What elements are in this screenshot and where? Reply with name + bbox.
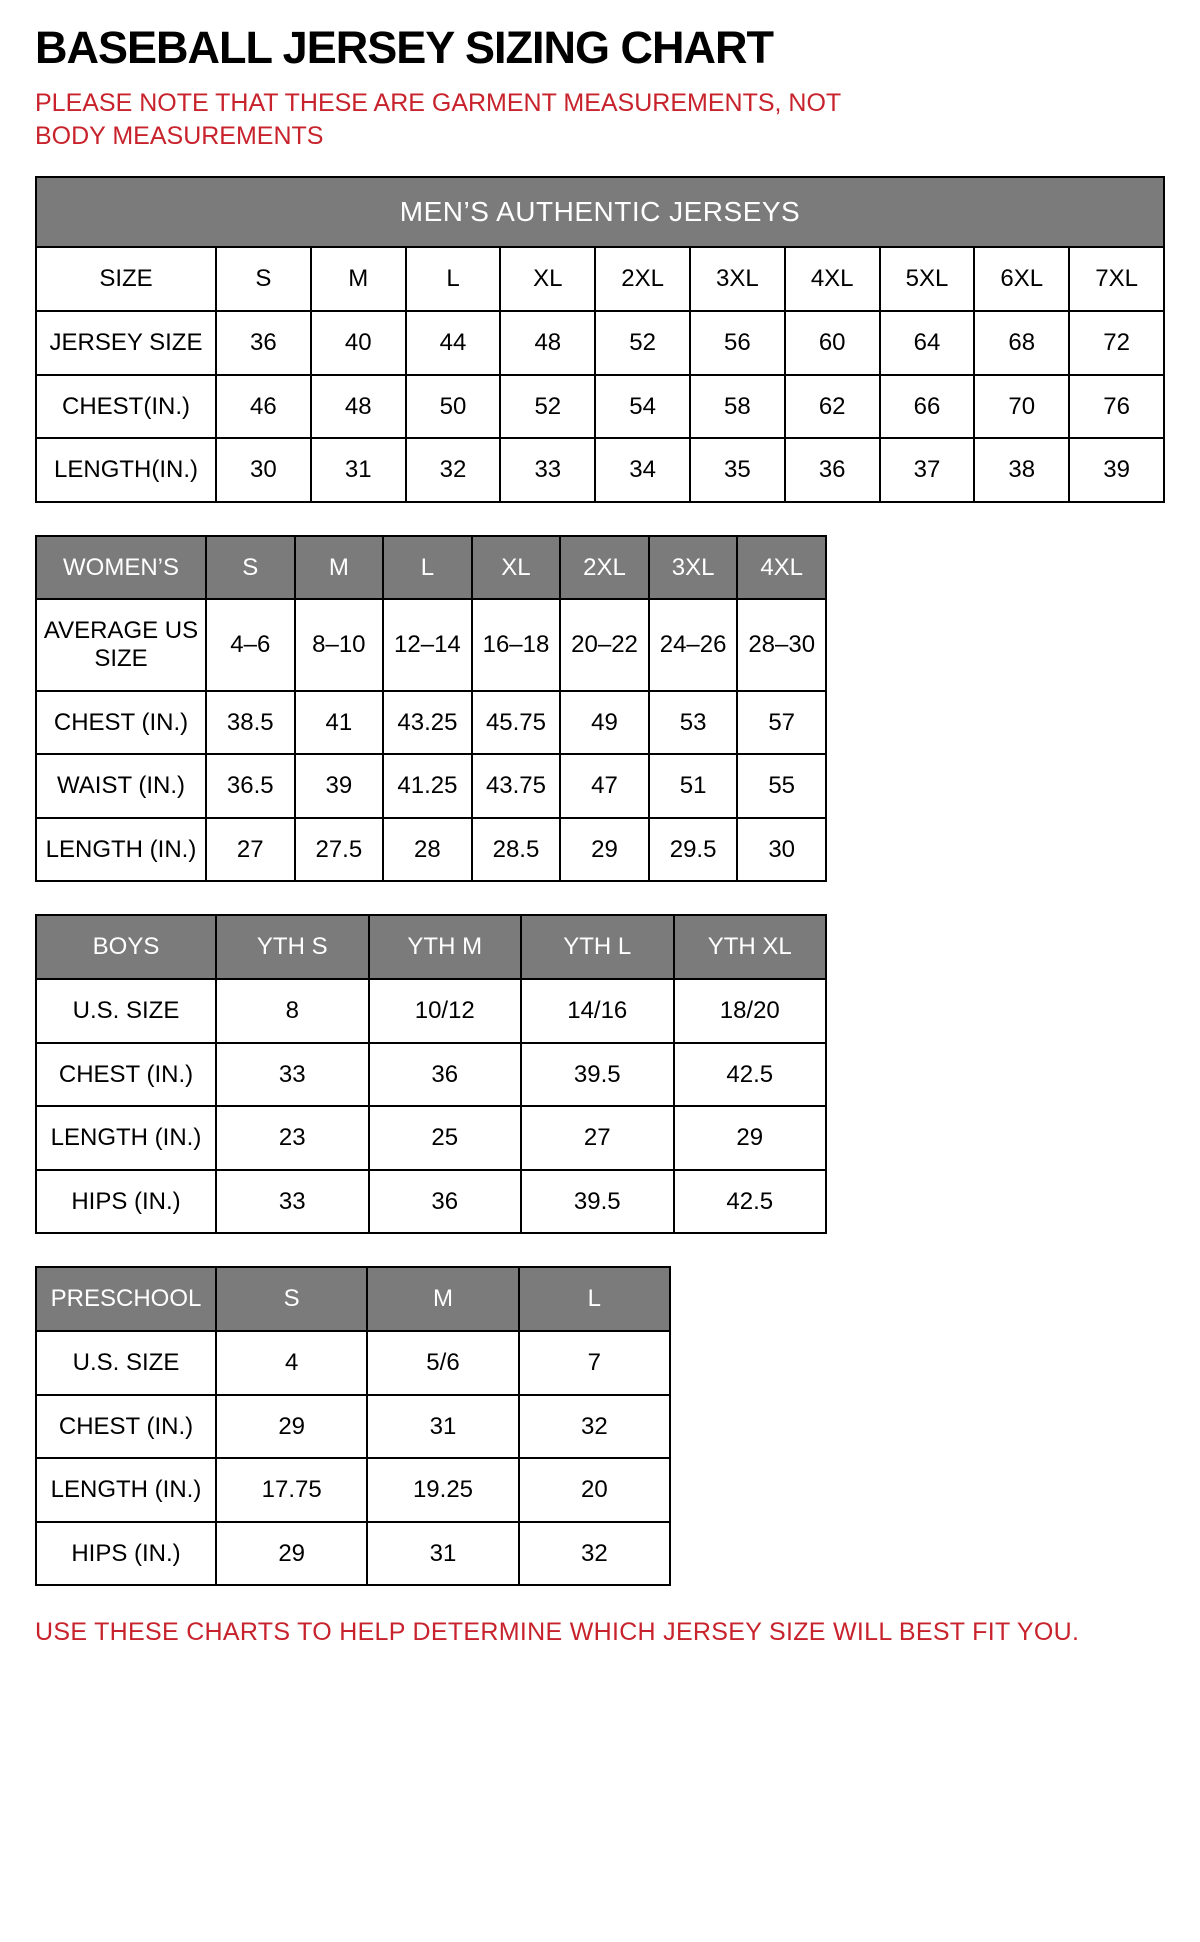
table-row (36, 311, 1164, 375)
preschool-header-label: PRESCHOOL (36, 1267, 216, 1331)
value-cell: 36 (785, 438, 880, 502)
value-cell: 29 (216, 1395, 367, 1459)
table-row (36, 818, 826, 882)
row-label: WAIST (IN.) (36, 754, 206, 818)
value-cell: 27.5 (295, 818, 384, 882)
value-cell: 8–10 (295, 599, 384, 690)
size-column-header: L (383, 536, 472, 600)
value-cell: 29 (560, 818, 649, 882)
value-cell: 19.25 (367, 1458, 518, 1522)
value-cell: 52 (500, 375, 595, 439)
boys-sizing-table-section (35, 914, 1165, 1234)
measurement-note: PLEASE NOTE THAT THESE ARE GARMENT MEASUREMENTS, NOT BODY MEASUREMENTS (35, 89, 841, 150)
value-cell: 76 (1069, 375, 1164, 439)
table-row (36, 375, 1164, 439)
size-column-header: YTH S (216, 915, 369, 979)
row-label: U.S. SIZE (36, 1331, 216, 1395)
size-column-header: L (406, 247, 501, 311)
value-cell: 36 (216, 311, 311, 375)
value-cell: 36 (369, 1170, 522, 1234)
table-row (36, 1331, 670, 1395)
value-cell: 66 (880, 375, 975, 439)
row-label: LENGTH(IN.) (36, 438, 216, 502)
value-cell: 68 (974, 311, 1069, 375)
value-cell: 50 (406, 375, 501, 439)
value-cell: 8 (216, 979, 369, 1043)
value-cell: 28 (383, 818, 472, 882)
value-cell: 54 (595, 375, 690, 439)
header-row (36, 915, 826, 979)
row-label: HIPS (IN.) (36, 1522, 216, 1586)
size-column-header: 4XL (785, 247, 880, 311)
row-label: JERSEY SIZE (36, 311, 216, 375)
value-cell: 39 (1069, 438, 1164, 502)
value-cell: 56 (690, 311, 785, 375)
value-cell: 5/6 (367, 1331, 518, 1395)
value-cell: 43.75 (472, 754, 561, 818)
value-cell: 36.5 (206, 754, 295, 818)
value-cell: 30 (216, 438, 311, 502)
value-cell: 16–18 (472, 599, 561, 690)
size-column-header: S (216, 1267, 367, 1331)
table-row (36, 438, 1164, 502)
size-column-header: 3XL (690, 247, 785, 311)
table-row (36, 1458, 670, 1522)
womens-sizing-table-section (35, 535, 1165, 883)
size-column-header: YTH M (369, 915, 522, 979)
table-row (36, 1170, 826, 1234)
value-cell: 38.5 (206, 691, 295, 755)
value-cell: 30 (737, 818, 826, 882)
size-column-header: S (216, 247, 311, 311)
value-cell: 53 (649, 691, 738, 755)
boys-header-label: BOYS (36, 915, 216, 979)
table-row (36, 979, 826, 1043)
row-label: HIPS (IN.) (36, 1170, 216, 1234)
womens-header-label: WOMEN’S (36, 536, 206, 600)
value-cell: 38 (974, 438, 1069, 502)
mens-table (35, 176, 1165, 503)
value-cell: 40 (311, 311, 406, 375)
value-cell: 28–30 (737, 599, 826, 690)
value-cell: 64 (880, 311, 975, 375)
value-cell: 39.5 (521, 1043, 674, 1107)
table-row (36, 1522, 670, 1586)
value-cell: 52 (595, 311, 690, 375)
size-column-header: M (367, 1267, 518, 1331)
header-row (36, 1267, 670, 1331)
size-column-header: 2XL (595, 247, 690, 311)
value-cell: 32 (519, 1522, 670, 1586)
value-cell: 48 (311, 375, 406, 439)
value-cell: 41.25 (383, 754, 472, 818)
value-cell: 33 (216, 1043, 369, 1107)
footer-note: USE THESE CHARTS TO HELP DETERMINE WHICH JERSEY SIZE WILL BEST FIT YOU. (35, 1618, 1080, 1647)
value-cell: 42.5 (674, 1170, 827, 1234)
value-cell: 10/12 (369, 979, 522, 1043)
size-column-header: 6XL (974, 247, 1069, 311)
value-cell: 31 (367, 1522, 518, 1586)
row-label: AVERAGE US SIZE (36, 599, 206, 690)
row-label: CHEST (IN.) (36, 1395, 216, 1459)
value-cell: 20 (519, 1458, 670, 1522)
value-cell: 47 (560, 754, 649, 818)
value-cell: 42.5 (674, 1043, 827, 1107)
size-column-header: YTH L (521, 915, 674, 979)
mens-header-label: SIZE (36, 247, 216, 311)
mens-sizing-table-section (35, 176, 1165, 503)
value-cell: 39 (295, 754, 384, 818)
size-column-header: XL (472, 536, 561, 600)
value-cell: 34 (595, 438, 690, 502)
value-cell: 62 (785, 375, 880, 439)
header-row (36, 247, 1164, 311)
row-label: CHEST (IN.) (36, 691, 206, 755)
value-cell: 57 (737, 691, 826, 755)
size-column-header: 3XL (649, 536, 738, 600)
value-cell: 29 (674, 1106, 827, 1170)
preschool-sizing-table-section (35, 1266, 1165, 1586)
table-row (36, 1043, 826, 1107)
value-cell: 20–22 (560, 599, 649, 690)
value-cell: 4–6 (206, 599, 295, 690)
value-cell: 28.5 (472, 818, 561, 882)
value-cell: 7 (519, 1331, 670, 1395)
value-cell: 60 (785, 311, 880, 375)
value-cell: 36 (369, 1043, 522, 1107)
value-cell: 33 (500, 438, 595, 502)
value-cell: 43.25 (383, 691, 472, 755)
value-cell: 23 (216, 1106, 369, 1170)
value-cell: 32 (519, 1395, 670, 1459)
value-cell: 55 (737, 754, 826, 818)
size-column-header: M (311, 247, 406, 311)
size-column-header: 5XL (880, 247, 975, 311)
size-column-header: M (295, 536, 384, 600)
womens-table (35, 535, 827, 883)
value-cell: 32 (406, 438, 501, 502)
value-cell: 14/16 (521, 979, 674, 1043)
value-cell: 27 (206, 818, 295, 882)
row-label: CHEST(IN.) (36, 375, 216, 439)
value-cell: 29.5 (649, 818, 738, 882)
preschool-table (35, 1266, 671, 1586)
value-cell: 4 (216, 1331, 367, 1395)
table-row (36, 754, 826, 818)
table-row (36, 599, 826, 690)
value-cell: 25 (369, 1106, 522, 1170)
value-cell: 37 (880, 438, 975, 502)
value-cell: 39.5 (521, 1170, 674, 1234)
size-column-header: 7XL (1069, 247, 1164, 311)
banner-row (36, 177, 1164, 247)
value-cell: 41 (295, 691, 384, 755)
size-column-header: YTH XL (674, 915, 827, 979)
value-cell: 48 (500, 311, 595, 375)
size-column-header: S (206, 536, 295, 600)
value-cell: 27 (521, 1106, 674, 1170)
value-cell: 17.75 (216, 1458, 367, 1522)
header-row (36, 536, 826, 600)
value-cell: 29 (216, 1522, 367, 1586)
size-column-header: XL (500, 247, 595, 311)
value-cell: 49 (560, 691, 649, 755)
value-cell: 72 (1069, 311, 1164, 375)
row-label: LENGTH (IN.) (36, 1458, 216, 1522)
value-cell: 44 (406, 311, 501, 375)
value-cell: 24–26 (649, 599, 738, 690)
row-label: LENGTH (IN.) (36, 1106, 216, 1170)
boys-table (35, 914, 827, 1234)
page-title: BASEBALL JERSEY SIZING CHART (35, 22, 773, 73)
mens-banner-title: MEN’S AUTHENTIC JERSEYS (36, 177, 1164, 247)
row-label: CHEST (IN.) (36, 1043, 216, 1107)
value-cell: 12–14 (383, 599, 472, 690)
value-cell: 45.75 (472, 691, 561, 755)
value-cell: 51 (649, 754, 738, 818)
size-column-header: L (519, 1267, 670, 1331)
value-cell: 46 (216, 375, 311, 439)
row-label: U.S. SIZE (36, 979, 216, 1043)
value-cell: 31 (311, 438, 406, 502)
value-cell: 31 (367, 1395, 518, 1459)
table-row (36, 1106, 826, 1170)
table-row (36, 691, 826, 755)
size-column-header: 4XL (737, 536, 826, 600)
value-cell: 58 (690, 375, 785, 439)
value-cell: 35 (690, 438, 785, 502)
table-row (36, 1395, 670, 1459)
value-cell: 70 (974, 375, 1069, 439)
value-cell: 33 (216, 1170, 369, 1234)
size-column-header: 2XL (560, 536, 649, 600)
row-label: LENGTH (IN.) (36, 818, 206, 882)
value-cell: 18/20 (674, 979, 827, 1043)
